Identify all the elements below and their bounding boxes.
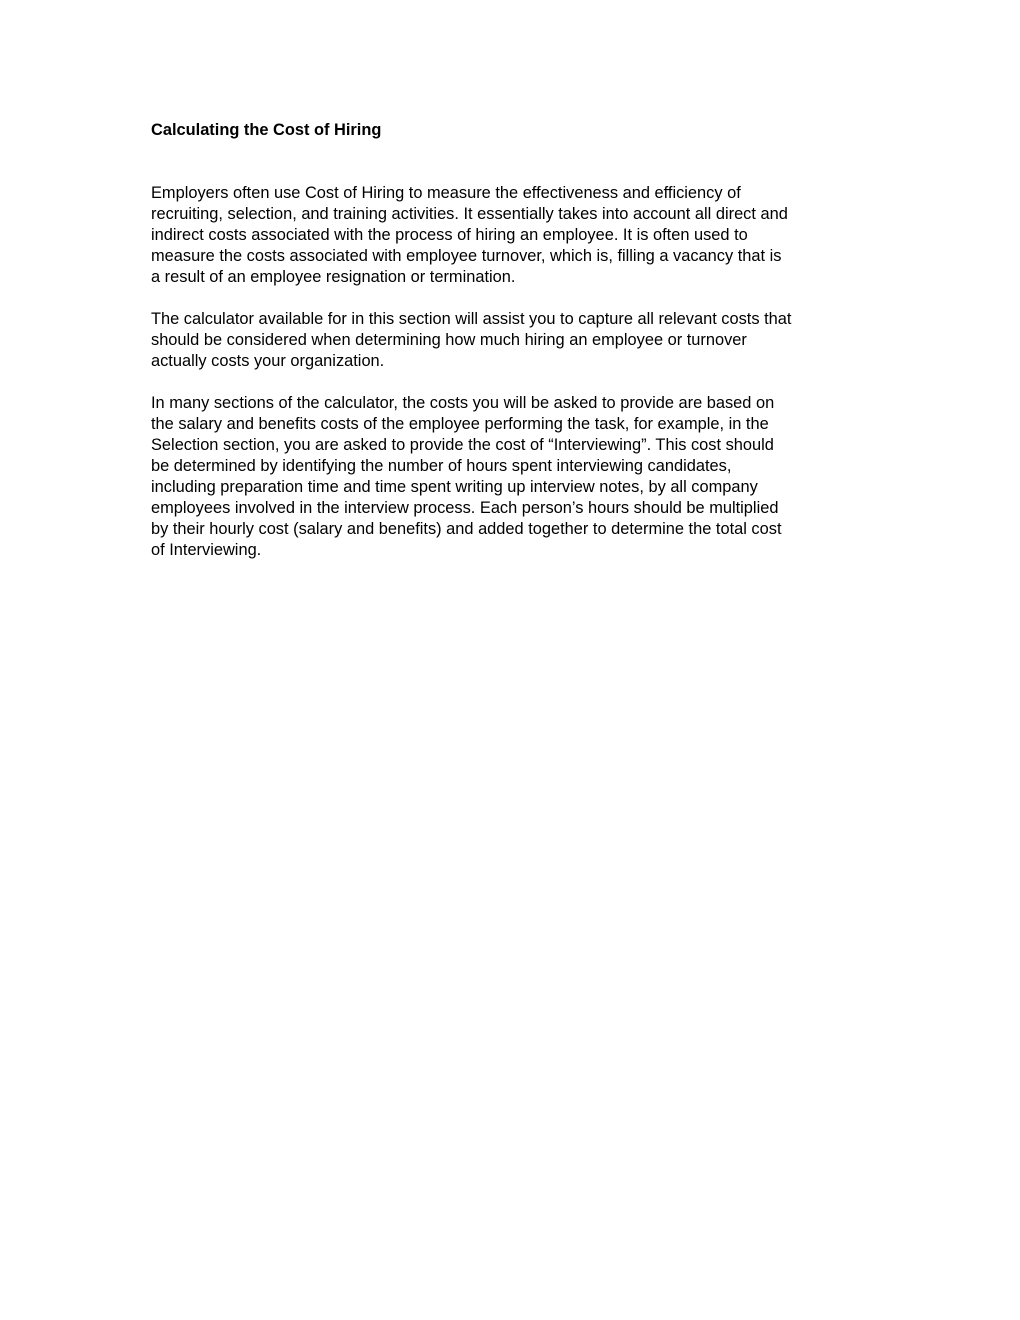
text-line: measure the costs associated with employee turnover, which is, filling a vacancy that is bbox=[151, 247, 782, 265]
text-line: should be considered when determining how much hiring an employee or turnover bbox=[151, 331, 747, 349]
text-line: be determined by identifying the number of hours spent interviewing candidates, bbox=[151, 457, 732, 475]
text-line: including preparation time and time spent writing up interview notes, by all company bbox=[151, 478, 758, 496]
text-line: actually costs your organization. bbox=[151, 352, 385, 370]
text-line: Employers often use Cost of Hiring to measure the effectiveness and efficiency of bbox=[151, 184, 741, 202]
document-body bbox=[151, 120, 876, 561]
text-line: recruiting, selection, and training activities. It essentially takes into account all direct and bbox=[151, 205, 788, 223]
text-line: the salary and benefits costs of the employee performing the task, for example, in the bbox=[151, 415, 769, 433]
text-line: The calculator available for in this section will assist you to capture all relevant costs that bbox=[151, 310, 792, 328]
text-line: In many sections of the calculator, the costs you will be asked to provide are based on bbox=[151, 394, 775, 412]
text-line: employees involved in the interview process. Each person’s hours should be multiplied bbox=[151, 499, 779, 517]
text-line: indirect costs associated with the process of hiring an employee. It is often used to bbox=[151, 226, 748, 244]
text-line: of Interviewing. bbox=[151, 541, 262, 559]
text-line: Selection section, you are asked to provide the cost of “Interviewing”. This cost should bbox=[151, 436, 774, 454]
text-line: a result of an employee resignation or termination. bbox=[151, 268, 516, 286]
document-title: Calculating the Cost of Hiring bbox=[151, 121, 382, 139]
paragraph-intro bbox=[151, 183, 876, 288]
paragraph-costs bbox=[151, 393, 876, 561]
text-line: by their hourly cost (salary and benefits) and added together to determine the total cost bbox=[151, 520, 782, 538]
paragraph-calculator bbox=[151, 309, 876, 372]
